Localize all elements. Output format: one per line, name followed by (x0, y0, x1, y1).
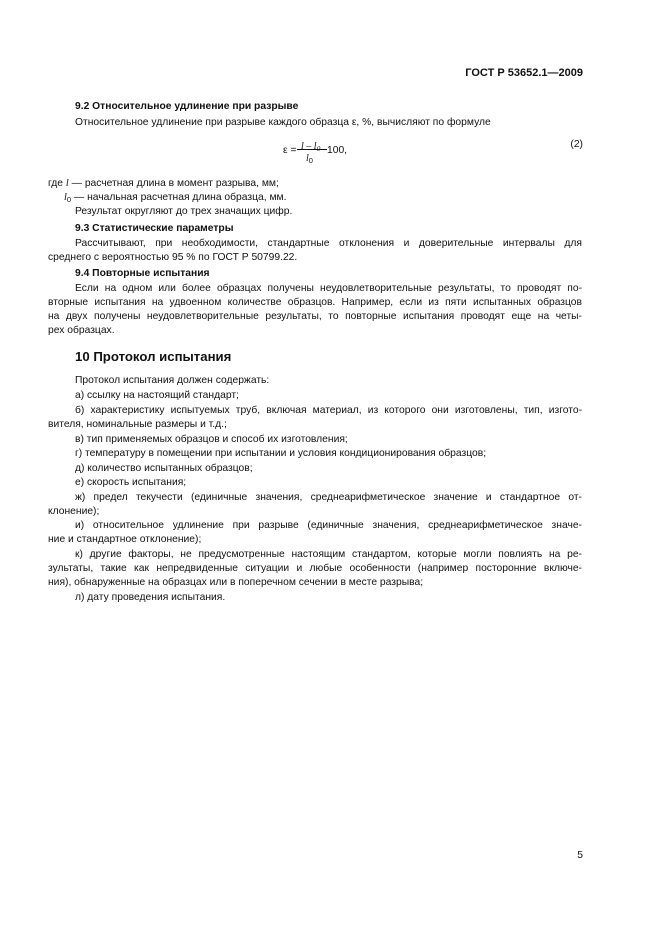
where-l0: $l_0$ — начальная расчетная длина образца, мм. (64, 192, 287, 204)
protocol-item-b-line2: вителя, номинальные размеры и т.д.; (48, 419, 227, 430)
protocol-item-l: л) дату проведения испытания. (75, 592, 226, 603)
protocol-item-d: д) количество испытанных образцов; (75, 463, 253, 474)
where-l: где l — расчетная длина в момент разрыва, мм; (48, 178, 279, 189)
protocol-item-i-line2: ние и стандартное отклонение); (48, 534, 202, 545)
protocol-item-zh-line2: клонение); (48, 506, 100, 517)
protocol-item-g: г) температуру в помещении при испытании и условия кондиционирования образцов; (75, 448, 487, 459)
formula-numerator: l – $l_0$ (301, 141, 321, 153)
section-10-title: 10 Протокол испытания (75, 349, 232, 364)
section-9-2-title: 9.2 Относительное удлинение при разрыве (75, 101, 299, 112)
page-number: 5 (577, 850, 583, 861)
protocol-item-e: е) скорость испытания; (75, 477, 187, 488)
protocol-item-k-line3: ния), обнаруженные на образцах или в поперечном сечении в месте разрыва; (48, 577, 424, 588)
protocol-item-k-line2: зультаты, такие как непредвиденные ситуации и любые особенности (например посторонние включе- (48, 563, 582, 574)
protocol-item-i-line1: и) относительное удлинение при разрыве (единичные значения, среднеарифметическое значе- (75, 520, 582, 531)
protocol-item-k-line1: к) другие факторы, не предусмотренные настоящим стандартом, которые могли повлиять на ре- (75, 549, 582, 560)
section-9-3-title: 9.3 Статистические параметры (75, 223, 234, 234)
protocol-item-a: а) ссылку на настоящий стандарт; (75, 390, 239, 401)
formula-denominator: $l_0$ (306, 153, 313, 165)
section-9-3-line1: Рассчитывают, при необходимости, стандартные отклонения и доверительные интервалы для (75, 238, 582, 249)
section-9-4-line2: вторные испытания на удвоенном количестве образцов. Например, если из пяти испытанных образцов (48, 297, 582, 308)
document-header: ГОСТ Р 53652.1—2009 (465, 67, 583, 79)
formula-lhs: ε = (283, 145, 297, 156)
fraction-bar (297, 149, 327, 150)
formula-number: (2) (570, 139, 583, 150)
section-9-4-line3: на двух получены неудовлетворительные результаты, то повторные испытания проводят еще на четы- (48, 311, 582, 322)
formula-tail: 100, (327, 145, 348, 156)
protocol-item-zh-line1: ж) предел текучести (единичные значения, среднеарифметическое значение и стандартное от- (75, 492, 582, 503)
protocol-item-v: в) тип применяемых образцов и способ их изготовления; (75, 434, 348, 445)
section-9-4-line1: Если на одном или более образцах получены неудовлетворительные результаты, то проводят по- (75, 283, 582, 294)
result-rounding: Результат округляют до трех значащих цифр. (75, 206, 293, 217)
section-9-4-title: 9.4 Повторные испытания (75, 268, 210, 279)
protocol-intro: Протокол испытания должен содержать: (75, 375, 270, 386)
protocol-item-b-line1: б) характеристику испытуемых труб, включая материал, из которого они изготовлены, тип, изгото- (75, 405, 582, 416)
section-9-3-line2: среднего с вероятностью 95 % по ГОСТ Р 50799.22. (48, 252, 298, 263)
section-9-4-line4: рех образцах. (48, 325, 115, 336)
section-9-2-intro: Относительное удлинение при разрыве каждого образца ε, %, вычисляют по формуле (75, 117, 491, 128)
